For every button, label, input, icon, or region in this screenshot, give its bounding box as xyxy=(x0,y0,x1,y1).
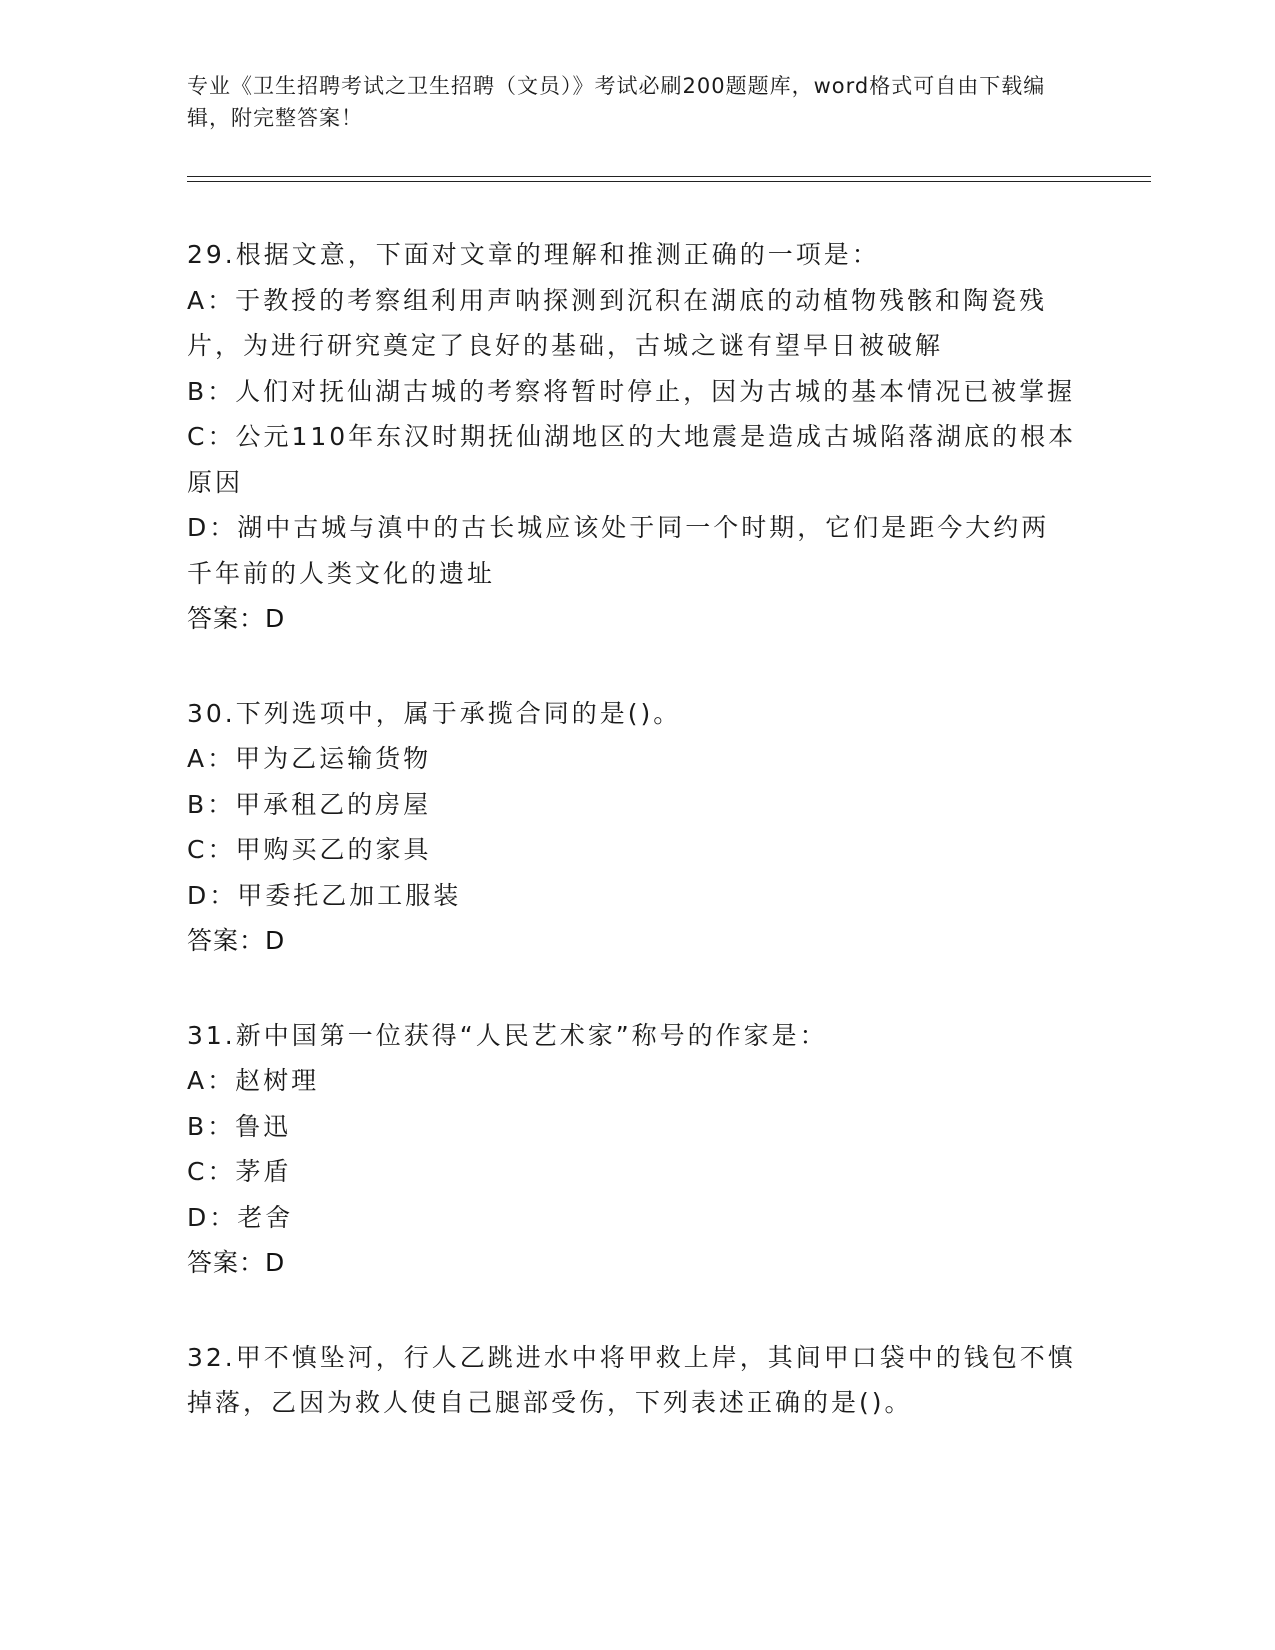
option-c: C：茅盾 xyxy=(187,1157,292,1186)
document-header: 专业《卫生招聘考试之卫生招聘（文员）》考试必刷200题题库，word格式可自由下载编辑，附完整答案！ xyxy=(187,74,1046,130)
question-32 xyxy=(187,1335,1077,1426)
question-stem: 32.甲不慎坠河，行人乙跳进水中将甲救上岸，其间甲口袋中的钱包不慎掉落，乙因为救人使自己腿部受伤，下列表述正确的是()。 xyxy=(187,1342,1076,1417)
option-d: D：湖中古城与滇中的古长城应该处于同一个时期，它们是距今大约两千年前的人类文化的遗址 xyxy=(187,513,1050,588)
question-list xyxy=(187,232,1077,1475)
question-stem: 29.根据文意，下面对文章的理解和推测正确的一项是： xyxy=(187,240,880,269)
option-b: B：鲁迅 xyxy=(187,1111,292,1141)
option-c: C：甲购买乙的家具 xyxy=(187,835,432,864)
option-a: A：甲为乙运输货物 xyxy=(187,744,432,773)
question-29 xyxy=(187,232,1077,642)
option-b: B：甲承租乙的房屋 xyxy=(187,789,432,819)
option-c: C：公元110年东汉时期抚仙湖地区的大地震是造成古城陷落湖底的根本原因 xyxy=(187,422,1077,497)
question-31 xyxy=(187,1013,1077,1286)
option-d: D：老舍 xyxy=(187,1202,294,1232)
question-stem: 30.下列选项中，属于承揽合同的是()。 xyxy=(187,698,682,728)
option-d: D：甲委托乙加工服装 xyxy=(187,880,462,910)
question-30 xyxy=(187,691,1077,964)
option-a: A：于教授的考察组利用声呐探测到沉积在湖底的动植物残骸和陶瓷残片，为进行研究奠定了良好的基础，古城之谜有望早日被破解 xyxy=(187,285,1048,360)
header-divider-bottom xyxy=(187,181,1151,182)
answer-label: 答案：D xyxy=(187,604,286,633)
question-stem: 31.新中国第一位获得“人民艺术家”称号的作家是： xyxy=(187,1020,828,1050)
option-b: B：人们对抚仙湖古城的考察将暂时停止，因为古城的基本情况已被掌握 xyxy=(187,376,1076,406)
answer-label: 答案：D xyxy=(187,926,286,955)
answer-label: 答案：D xyxy=(187,1248,286,1277)
header-divider-top xyxy=(187,176,1151,177)
option-a: A：赵树理 xyxy=(187,1066,320,1095)
